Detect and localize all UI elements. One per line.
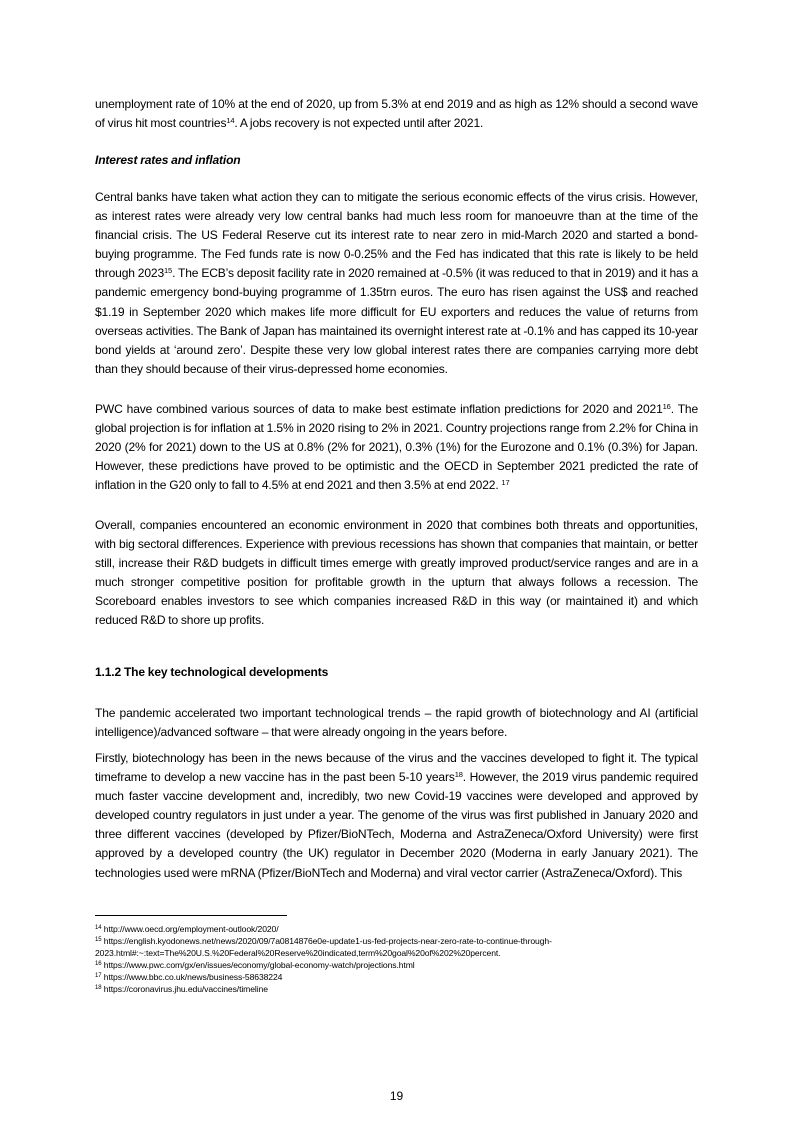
paragraph-biotechnology xyxy=(95,749,698,883)
paragraph-text: . The global projection is for inflation at 1.5% in 2020 rising to 2% in 2021. Country projections range from 2.2% for China in 2020 (2% for 2021) down to the US at 0.8% (2% for 2021), 0.3% (1%) for the Eurozone and 0.1% (0.3%) for Japan. However, these predictions have proved to be optimistic and the OECD in September 2021 predicted the rate of inflation in the G20 only to fall to 4.5% at end 2021 and then 3.5% at end 2022. xyxy=(95,402,698,493)
footnote-link[interactable]: https://english.kyodonews.net/news/2020/09/7a0814876e0e-update1-us-fed-projects-near-zero-rate-to-continue-through- xyxy=(103,936,552,946)
page-number: 19 xyxy=(389,1089,404,1103)
heading-interest-rates: Interest rates and inflation xyxy=(95,153,241,167)
footnote-link[interactable]: https://coronavirus.jhu.edu/vaccines/timeline xyxy=(103,984,268,994)
footnote-separator xyxy=(95,915,287,916)
footnote-link[interactable]: http://www.oecd.org/employment-outlook/2020/ xyxy=(103,924,279,934)
footnote-17[interactable]: $^{17}$ https://www.bbc.co.uk/news/business-58638224 xyxy=(95,972,283,982)
paragraph-overall: Overall, companies encountered an economic environment in 2020 that combines both threats and opportunities, with big sectoral differences. Experience with previous recessions has shown that companies that maintain, or better still, increase their R&D budgets in difficult times emerge with greatly improved product/service ranges and are in a much stronger competitive position for profitable growth in the upturn that always follows a recession. The Scoreboard enables investors to see which companies increased R&D in this way (or maintained it) and which reduced R&D to shore up profits. xyxy=(95,518,698,628)
footnote-ref-16[interactable]: 16 xyxy=(662,402,671,411)
paragraph-unemployment xyxy=(95,95,698,133)
footnotes xyxy=(95,923,698,995)
paragraph-text: unemployment rate of 10% at the end of 2020, up from 5.3% at end 2019 and as high as 12% should a second wave of virus hit most countries xyxy=(95,97,698,131)
footnote-ref-17[interactable]: 17 xyxy=(501,478,510,488)
paragraph-text: Firstly, biotechnology has been in the news because of the virus and the vaccines developed to fight it. The typical timeframe to develop a new vaccine has in the past been 5-10 years xyxy=(95,751,698,785)
paragraph-pandemic: The pandemic accelerated two important technological trends – the rapid growth of biotechnology and AI (artificial intelligence)/advanced software – that were already ongoing in the years before. xyxy=(95,706,698,740)
footnote-link[interactable]: https://www.pwc.com/gx/en/issues/economy/global-economy-watch/projections.html xyxy=(103,960,415,970)
footnote-ref-18[interactable]: 18 xyxy=(454,770,463,780)
heading-tech-developments: 1.1.2 The key technological developments xyxy=(95,665,329,679)
footnote-15[interactable]: $^{15}$ https://english.kyodonews.net/news/2020/09/7a0814876e0e-update1-us-fed-projects-near-zero-rate-to-continue-through- xyxy=(95,936,552,946)
paragraph-text: PWC have combined various sources of data to make best estimate inflation predictions for 2020 and 2021 xyxy=(95,402,663,416)
footnote-14[interactable]: $^{14}$ http://www.oecd.org/employment-outlook/2020/ xyxy=(95,924,279,934)
paragraph-text: Central banks have taken what action they can to mitigate the serious economic effects of the virus crisis. However, as interest rates were already very low central banks had much less room for manoeuvre than at the time of the financial crisis. The US Federal Reserve cut its interest rate to near zero in mid-March 2020 and started a bond-buying programme. The Fed funds rate is now 0-0.25% and the Fed has indicated that this rate is likely to be held through 2023 xyxy=(95,190,698,281)
paragraph-text: . However, the 2019 virus pandemic required much faster vaccine development and, incredibly, two new Covid-19 vaccines were developed and approved by developed country regulators in just under a year. The genome of the virus was first published in January 2020 and three different vaccines (developed by Pfizer/BioNTech, Moderna and AstraZeneca/Oxford University) were first approved by a developed country (the UK) regulator in December 2020 (Moderna in early January 2021). The technologies used were mRNA (Pfizer/BioNTech and Moderna) and viral vector carrier (AstraZeneca/Oxford). This xyxy=(95,770,699,880)
paragraph-text: . The ECB’s deposit facility rate in 2020 remained at -0.5% (it was reduced to that in 2019) and it has a pandemic emergency bond-buying programme of 1.35trn euros. The euro has risen against the US$ and reached $1.19 in September 2020 which makes life more difficult for EU exporters and reduces the value of returns from overseas activities. The Bank of Japan has maintained its overnight interest rate at -0.1% and has capped its 10-year bond yields at ‘around zero’. Despite these very low global interest rates there are companies carrying more debt than they should because of their virus-depressed home economies. xyxy=(95,266,699,376)
paragraph-central-banks xyxy=(95,188,698,379)
footnote-15-continued[interactable] xyxy=(95,947,698,959)
footnote-link[interactable]: 2023.html#:~:text=The%20U.S.%20Federal%20Reserve%20indicated,term%20goal%20of%202%20percent. xyxy=(95,948,501,958)
paragraph-text: . A jobs recovery is not expected until after 2021. xyxy=(234,116,484,131)
footnote-16[interactable]: $^{16}$ https://www.pwc.com/gx/en/issues/economy/global-economy-watch/projections.html xyxy=(95,960,415,970)
paragraph-pwc-inflation xyxy=(95,400,698,495)
footnote-ref-15[interactable]: 15 xyxy=(164,266,173,276)
footnote-ref-14[interactable]: 14 xyxy=(226,116,235,126)
footnote-18[interactable]: $^{18}$ https://coronavirus.jhu.edu/vaccines/timeline xyxy=(95,984,268,994)
footnote-link[interactable]: https://www.bbc.co.uk/news/business-58638224 xyxy=(103,972,283,982)
